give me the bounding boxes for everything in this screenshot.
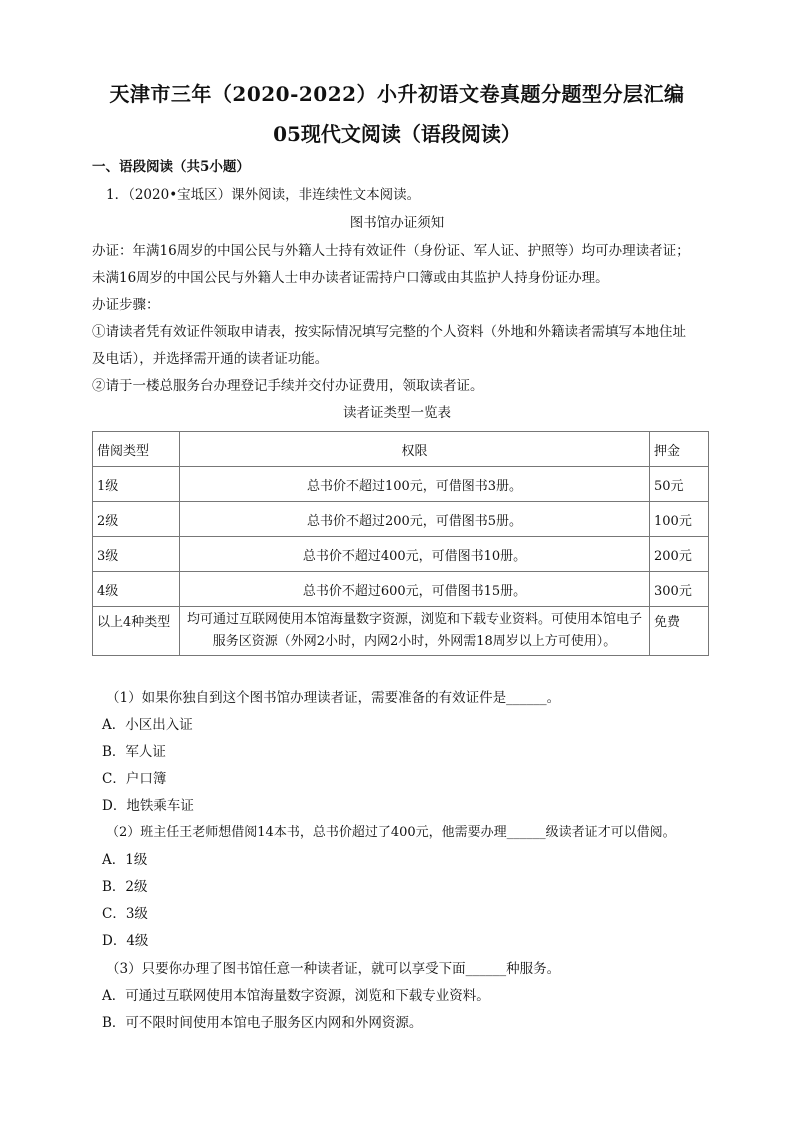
answer-option: A．小区出入证 — [102, 717, 193, 733]
answer-option: A．可通过互联网使用本馆海量数字资源，浏览和下载专业资料。 — [102, 988, 490, 1004]
section-heading: 一、语段阅读（共5小题） — [92, 159, 250, 175]
table-row — [93, 572, 709, 607]
table-header-cell: 借阅类型 — [93, 432, 180, 467]
notice-paragraph-line: 办证：年满16周岁的中国公民与外籍人士持有效证件（身份证、军人证、护照等）均可办理读者证； — [92, 243, 690, 259]
step-line: 及电话），并选择需开通的读者证功能。 — [92, 351, 329, 367]
table-cell: 3级 — [93, 537, 180, 572]
table-header-cell: 押金 — [650, 432, 709, 467]
table-row — [93, 502, 709, 537]
table-cell: 4级 — [93, 572, 180, 607]
table-cell: 总书价不超过400元，可借图书10册。 — [180, 537, 650, 572]
card-type-table — [92, 431, 709, 656]
table-cell: 50元 — [650, 467, 709, 502]
table-cell: 100元 — [650, 502, 709, 537]
answer-option: C．3级 — [102, 906, 148, 922]
table-row — [93, 537, 709, 572]
table-cell: 均可通过互联网使用本馆海量数字资源，浏览和下载专业资料。可使用本馆电子服务区资源（外网2小时，内网2小时，外网需18周岁以上方可使用）。 — [180, 607, 650, 656]
document-subtitle: 05现代文阅读（语段阅读） — [273, 122, 521, 146]
table-title: 读者证类型一览表 — [343, 405, 451, 421]
table-cell: 300元 — [650, 572, 709, 607]
document-title: 天津市三年（2020-2022）小升初语文卷真题分题型分层汇编 — [109, 82, 685, 106]
step-line: ②请于一楼总服务台办理登记手续并交付办证费用，领取读者证。 — [92, 378, 484, 394]
notice-paragraph-line: 未满16周岁的中国公民与外籍人士申办读者证需持户口簿或由其监护人持身份证办理。 — [92, 270, 609, 286]
table-cell: 免费 — [650, 607, 709, 656]
table-cell: 200元 — [650, 537, 709, 572]
table-cell: 总书价不超过200元，可借图书5册。 — [180, 502, 650, 537]
table-cell: 2级 — [93, 502, 180, 537]
table-header-cell: 权限 — [180, 432, 650, 467]
steps-title: 办证步骤： — [92, 297, 160, 313]
answer-option: A．1级 — [102, 852, 148, 868]
answer-option: C．户口簿 — [102, 771, 167, 787]
question-intro: 1．（2020•宝坻区）课外阅读，非连续性文本阅读。 — [106, 187, 421, 203]
table-cell: 总书价不超过100元，可借图书3册。 — [180, 467, 650, 502]
question-stem: （3）只要你办理了图书馆任意一种读者证，就可以享受下面______种服务。 — [106, 961, 561, 977]
answer-option: B．2级 — [102, 879, 148, 895]
table-cell: 1级 — [93, 467, 180, 502]
answer-option: D．地铁乘车证 — [102, 798, 194, 814]
answer-option: B．军人证 — [102, 744, 166, 760]
table-header-row — [93, 432, 709, 467]
answer-option: B．可不限时间使用本馆电子服务区内网和外网资源。 — [102, 1015, 423, 1031]
table-cell: 以上4种类型 — [93, 607, 180, 656]
answer-option: D．4级 — [102, 933, 149, 949]
table-row — [93, 607, 709, 656]
question-stem: （2）班主任王老师想借阅14本书，总书价超过了400元，他需要办理______级读者证才可以借阅。 — [106, 825, 676, 840]
table-cell: 总书价不超过600元，可借图书15册。 — [180, 572, 650, 607]
table-row — [93, 467, 709, 502]
step-line: ①请读者凭有效证件领取申请表，按实际情况填写完整的个人资料（外地和外籍读者需填写本地住址 — [92, 324, 686, 340]
question-stem: （1）如果你独自到这个图书馆办理读者证，需要准备的有效证件是______。 — [106, 690, 561, 706]
notice-title: 图书馆办证须知 — [349, 215, 445, 231]
